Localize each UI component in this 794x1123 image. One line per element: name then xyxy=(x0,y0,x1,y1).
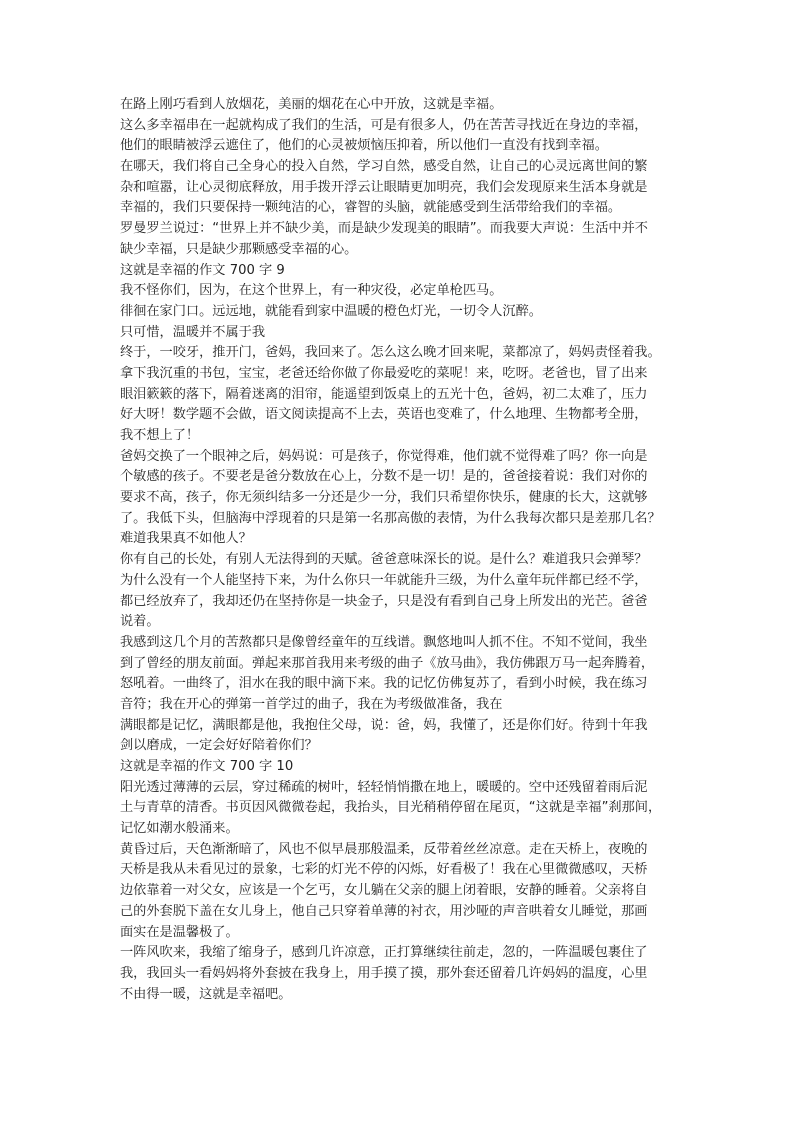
text-line: 了。我低下头，但脑海中浮现着的只是第一名那高傲的表情，为什么我每次都只是差那几名？ xyxy=(120,510,661,526)
text-line: 说着。 xyxy=(120,614,160,630)
text-line: 边依靠着一对父女，应该是一个乞丐，女儿躺在父亲的腿上闭着眼，安静的睡着。父亲将自 xyxy=(120,883,648,899)
text-line: 眼泪簌簌的落下，隔着迷离的泪帘，能遥望到饭桌上的五光十色，爸妈，初二太难了，压力 xyxy=(120,386,648,402)
text-line: 记忆如潮水般涌来。 xyxy=(120,821,239,837)
text-line: 他们的眼睛被浮云遮住了，他们的心灵被烦恼压抑着，所以他们一直没有找到幸福。 xyxy=(120,138,608,154)
text-line: 一阵风吹来，我缩了缩身子，感到几许凉意，正打算继续往前走，忽的，一阵温暖包裹住了 xyxy=(120,945,648,961)
text-line: 天桥是我从未看见过的景象，七彩的灯光不停的闪烁，好看极了！我在心里微微感叹，天桥 xyxy=(120,862,648,878)
text-line: 我不想上了！ xyxy=(120,428,200,443)
text-line: 我感到这几个月的苦熬都只是像曾经童年的互线谱。飘悠地叫人抓不住。不知不觉间，我坐 xyxy=(120,634,648,650)
text-line: 终于，一咬牙，推开门，爸妈，我回来了。怎么这么晚才回来呢，菜都凉了，妈妈责怪着我。 xyxy=(120,345,661,361)
text-line: 为什么没有一个人能坚持下来，为什么你只一年就能升三级，为什么童年玩伴都已经不学， xyxy=(120,572,648,588)
text-line: 不由得一暖，这就是幸福吧。 xyxy=(120,986,292,1002)
text-line: 这么多幸福串在一起就构成了我们的生活，可是有很多人，仍在苦苦寻找近在身边的幸福， xyxy=(120,117,648,133)
text-line: 只可惜，温暖并不属于我 xyxy=(120,324,266,340)
text-line: 面实在是温馨极了。 xyxy=(120,924,239,940)
text-line: 怒吼着。一曲终了，泪水在我的眼中滴下来。我的记忆仿佛复苏了，看到小时候，我在练习 xyxy=(120,676,648,692)
text-line: 我，我回头一看妈妈将外套披在我身上，用手摸了摸，那外套还留着几许妈妈的温度，心里 xyxy=(120,965,648,981)
text-line: 我不怪你们，因为，在这个世界上，有一种灾役，必定单枪匹马。 xyxy=(120,283,503,299)
text-line: 己的外套脱下盖在女儿身上，他自己只穿着单薄的衬衣，用沙哑的声音哄着女儿睡觉，那画 xyxy=(120,903,648,919)
text-line: 杂和喧嚣，让心灵彻底释放，用手拨开浮云让眼睛更加明亮，我们会发现原来生活本身就是 xyxy=(120,179,648,195)
text-line: 爸妈交换了一个眼神之后，妈妈说：可是孩子，你觉得难，他们就不觉得难了吗？你一向是 xyxy=(120,448,648,464)
text-line: 个敏感的孩子。不要老是爸分数放在心上，分数不是一切！是的，爸爸接着说：我们对你的 xyxy=(120,469,648,485)
text-line: 要求不高，孩子，你无须纠结多一分还是少一分，我们只希望你快乐，健康的长大，这就够 xyxy=(120,490,648,506)
text-line: 都已经放弃了，我却还仍在坚持你是一块金子，只是没有看到自己身上所发出的光芒。爸爸 xyxy=(120,593,648,609)
text-line: 这就是幸福的作文 700 字 9 xyxy=(120,262,285,278)
text-line: 罗曼罗兰说过：“世界上并不缺少美，而是缺少发现美的眼睛”。而我要大声说：生活中并不 xyxy=(120,221,648,237)
text-line: 土与青草的清香。书页因风微微卷起，我抬头，目光稍稍停留在尾页，“这就是幸福”刹那间， xyxy=(120,800,662,816)
text-line: 满眼都是记忆，满眼都是他，我抱住父母，说：爸，妈，我懂了，还是你们好。待到十年我 xyxy=(120,717,648,733)
text-line: 难道我果真不如他人？ xyxy=(120,531,252,547)
text-line: 阳光透过薄薄的云层，穿过稀疏的树叶，轻轻悄悄撒在地上，暖暖的。空中还残留着雨后泥 xyxy=(120,779,648,795)
text-line: 在哪天，我们将自己全身心的投入自然，学习自然，感受自然，让自己的心灵远离世间的繁 xyxy=(120,159,648,175)
text-line: 徘徊在家门口。远远地，就能看到家中温暖的橙色灯光，一切令人沉醉。 xyxy=(120,303,542,319)
text-line: 音符；我在开心的弹第一首学过的曲子，我在为考级做准备，我在 xyxy=(120,696,503,712)
text-line: 剑以磨成，一定会好好陪着你们？ xyxy=(120,738,318,754)
document-body xyxy=(120,95,676,1005)
text-line: 好大呀！数学题不会做，语文阅读提高不上去，英语也变难了，什么地理、生物都考全册， xyxy=(120,407,648,423)
text-line: 缺少幸福，只是缺少那颗感受幸福的心。 xyxy=(120,241,358,257)
text-line: 到了曾经的朋友前面。弹起来那首我用来考级的曲子《放马曲》，我仿佛跟万马一起奔腾着， xyxy=(120,655,655,671)
text-line: 这就是幸福的作文 700 字 10 xyxy=(120,759,294,774)
text-line: 黄昏过后，天色渐渐暗了，风也不似早晨那般温柔，反带着丝丝凉意。走在天桥上，夜晚的 xyxy=(120,841,648,857)
text-line: 在路上刚巧看到人放烟花，美丽的烟花在心中开放，这就是幸福。 xyxy=(120,97,503,112)
text-line: 拿下我沉重的书包，宝宝，老爸还给你做了你最爱吃的菜呢！来，吃呀。老爸也，冒了出来 xyxy=(120,365,648,381)
text-line: 幸福的，我们只要保持一颗纯洁的心，睿智的头脑，就能感受到生活带给我们的幸福。 xyxy=(120,200,622,216)
text-line: 你有自己的长处，有别人无法得到的天赋。爸爸意味深长的说。是什么？难道我只会弹琴？ xyxy=(120,552,648,568)
